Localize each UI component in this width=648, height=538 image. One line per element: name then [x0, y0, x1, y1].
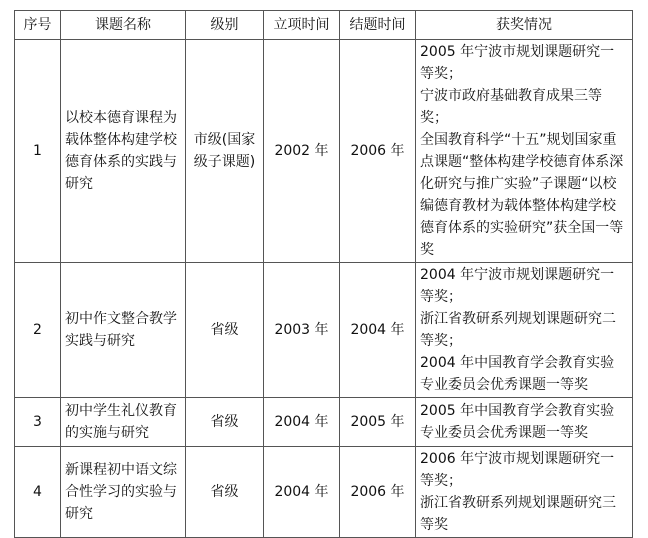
- header-level: 级别: [186, 11, 264, 40]
- cell-name: [61, 447, 186, 538]
- table-row: [15, 263, 633, 398]
- project-name: 新课程初中语文综合性学习的实验与研究: [65, 462, 177, 522]
- table-row: [15, 40, 633, 263]
- cell-name: [61, 263, 186, 398]
- table-row: [15, 447, 633, 538]
- table-row: [15, 398, 633, 447]
- project-name: 初中学生礼仪教育的实施与研究: [65, 403, 177, 441]
- header-start: 立项时间: [264, 11, 340, 40]
- research-projects-table: [14, 10, 633, 538]
- cell-level: 省级: [186, 447, 264, 538]
- cell-award: [416, 398, 633, 447]
- header-row: [15, 11, 633, 40]
- cell-index: 3: [15, 398, 61, 447]
- cell-level: 省级: [186, 263, 264, 398]
- cell-name: [61, 398, 186, 447]
- cell-end: 2006 年: [340, 40, 416, 263]
- header-end: 结题时间: [340, 11, 416, 40]
- award-item: 2005 年宁波市规划课题研究一等奖；: [420, 44, 615, 82]
- cell-start: 2004 年: [264, 447, 340, 538]
- award-item: 2004 年宁波市规划课题研究一等奖；: [420, 267, 615, 305]
- cell-level: 市级(国家级子课题): [186, 40, 264, 263]
- cell-end: 2004 年: [340, 263, 416, 398]
- cell-end: 2005 年: [340, 398, 416, 447]
- award-item: 全国教育科学“十五”规划国家重点课题“整体构建学校德育体系深化研究与推广实验”子课题“以校编德育教材为载体整体构建学校德育体系的实验研究”获全国一等奖: [420, 132, 624, 258]
- cell-index: 2: [15, 263, 61, 398]
- cell-end: 2006 年: [340, 447, 416, 538]
- project-name: 初中作文整合教学实践与研究: [65, 311, 177, 349]
- cell-start: 2002 年: [264, 40, 340, 263]
- award-item: 2006 年宁波市规划课题研究一等奖；: [420, 451, 615, 489]
- award-item: 2005 年中国教育学会教育实验专业委员会优秀课题一等奖: [420, 403, 615, 441]
- award-item: 宁波市政府基础教育成果三等奖；: [420, 88, 602, 126]
- cell-award: [416, 40, 633, 263]
- table-header: [15, 11, 633, 40]
- cell-start: 2003 年: [264, 263, 340, 398]
- table-body: [15, 40, 633, 538]
- header-index: 序号: [15, 11, 61, 40]
- cell-index: 4: [15, 447, 61, 538]
- award-item: 浙江省教研系列规划课题研究三等奖: [420, 495, 616, 533]
- cell-index: 1: [15, 40, 61, 263]
- award-item: 2004 年中国教育学会教育实验专业委员会优秀课题一等奖: [420, 355, 615, 393]
- award-item: 浙江省教研系列规划课题研究二等奖；: [420, 311, 616, 349]
- header-award: 获奖情况: [416, 11, 633, 40]
- cell-start: 2004 年: [264, 398, 340, 447]
- project-name: 以校本德育课程为载体整体构建学校德育体系的实践与研究: [65, 110, 177, 192]
- cell-level: 省级: [186, 398, 264, 447]
- table-wrapper: [14, 10, 633, 538]
- cell-award: [416, 447, 633, 538]
- header-name: 课题名称: [61, 11, 186, 40]
- cell-name: [61, 40, 186, 263]
- cell-award: [416, 263, 633, 398]
